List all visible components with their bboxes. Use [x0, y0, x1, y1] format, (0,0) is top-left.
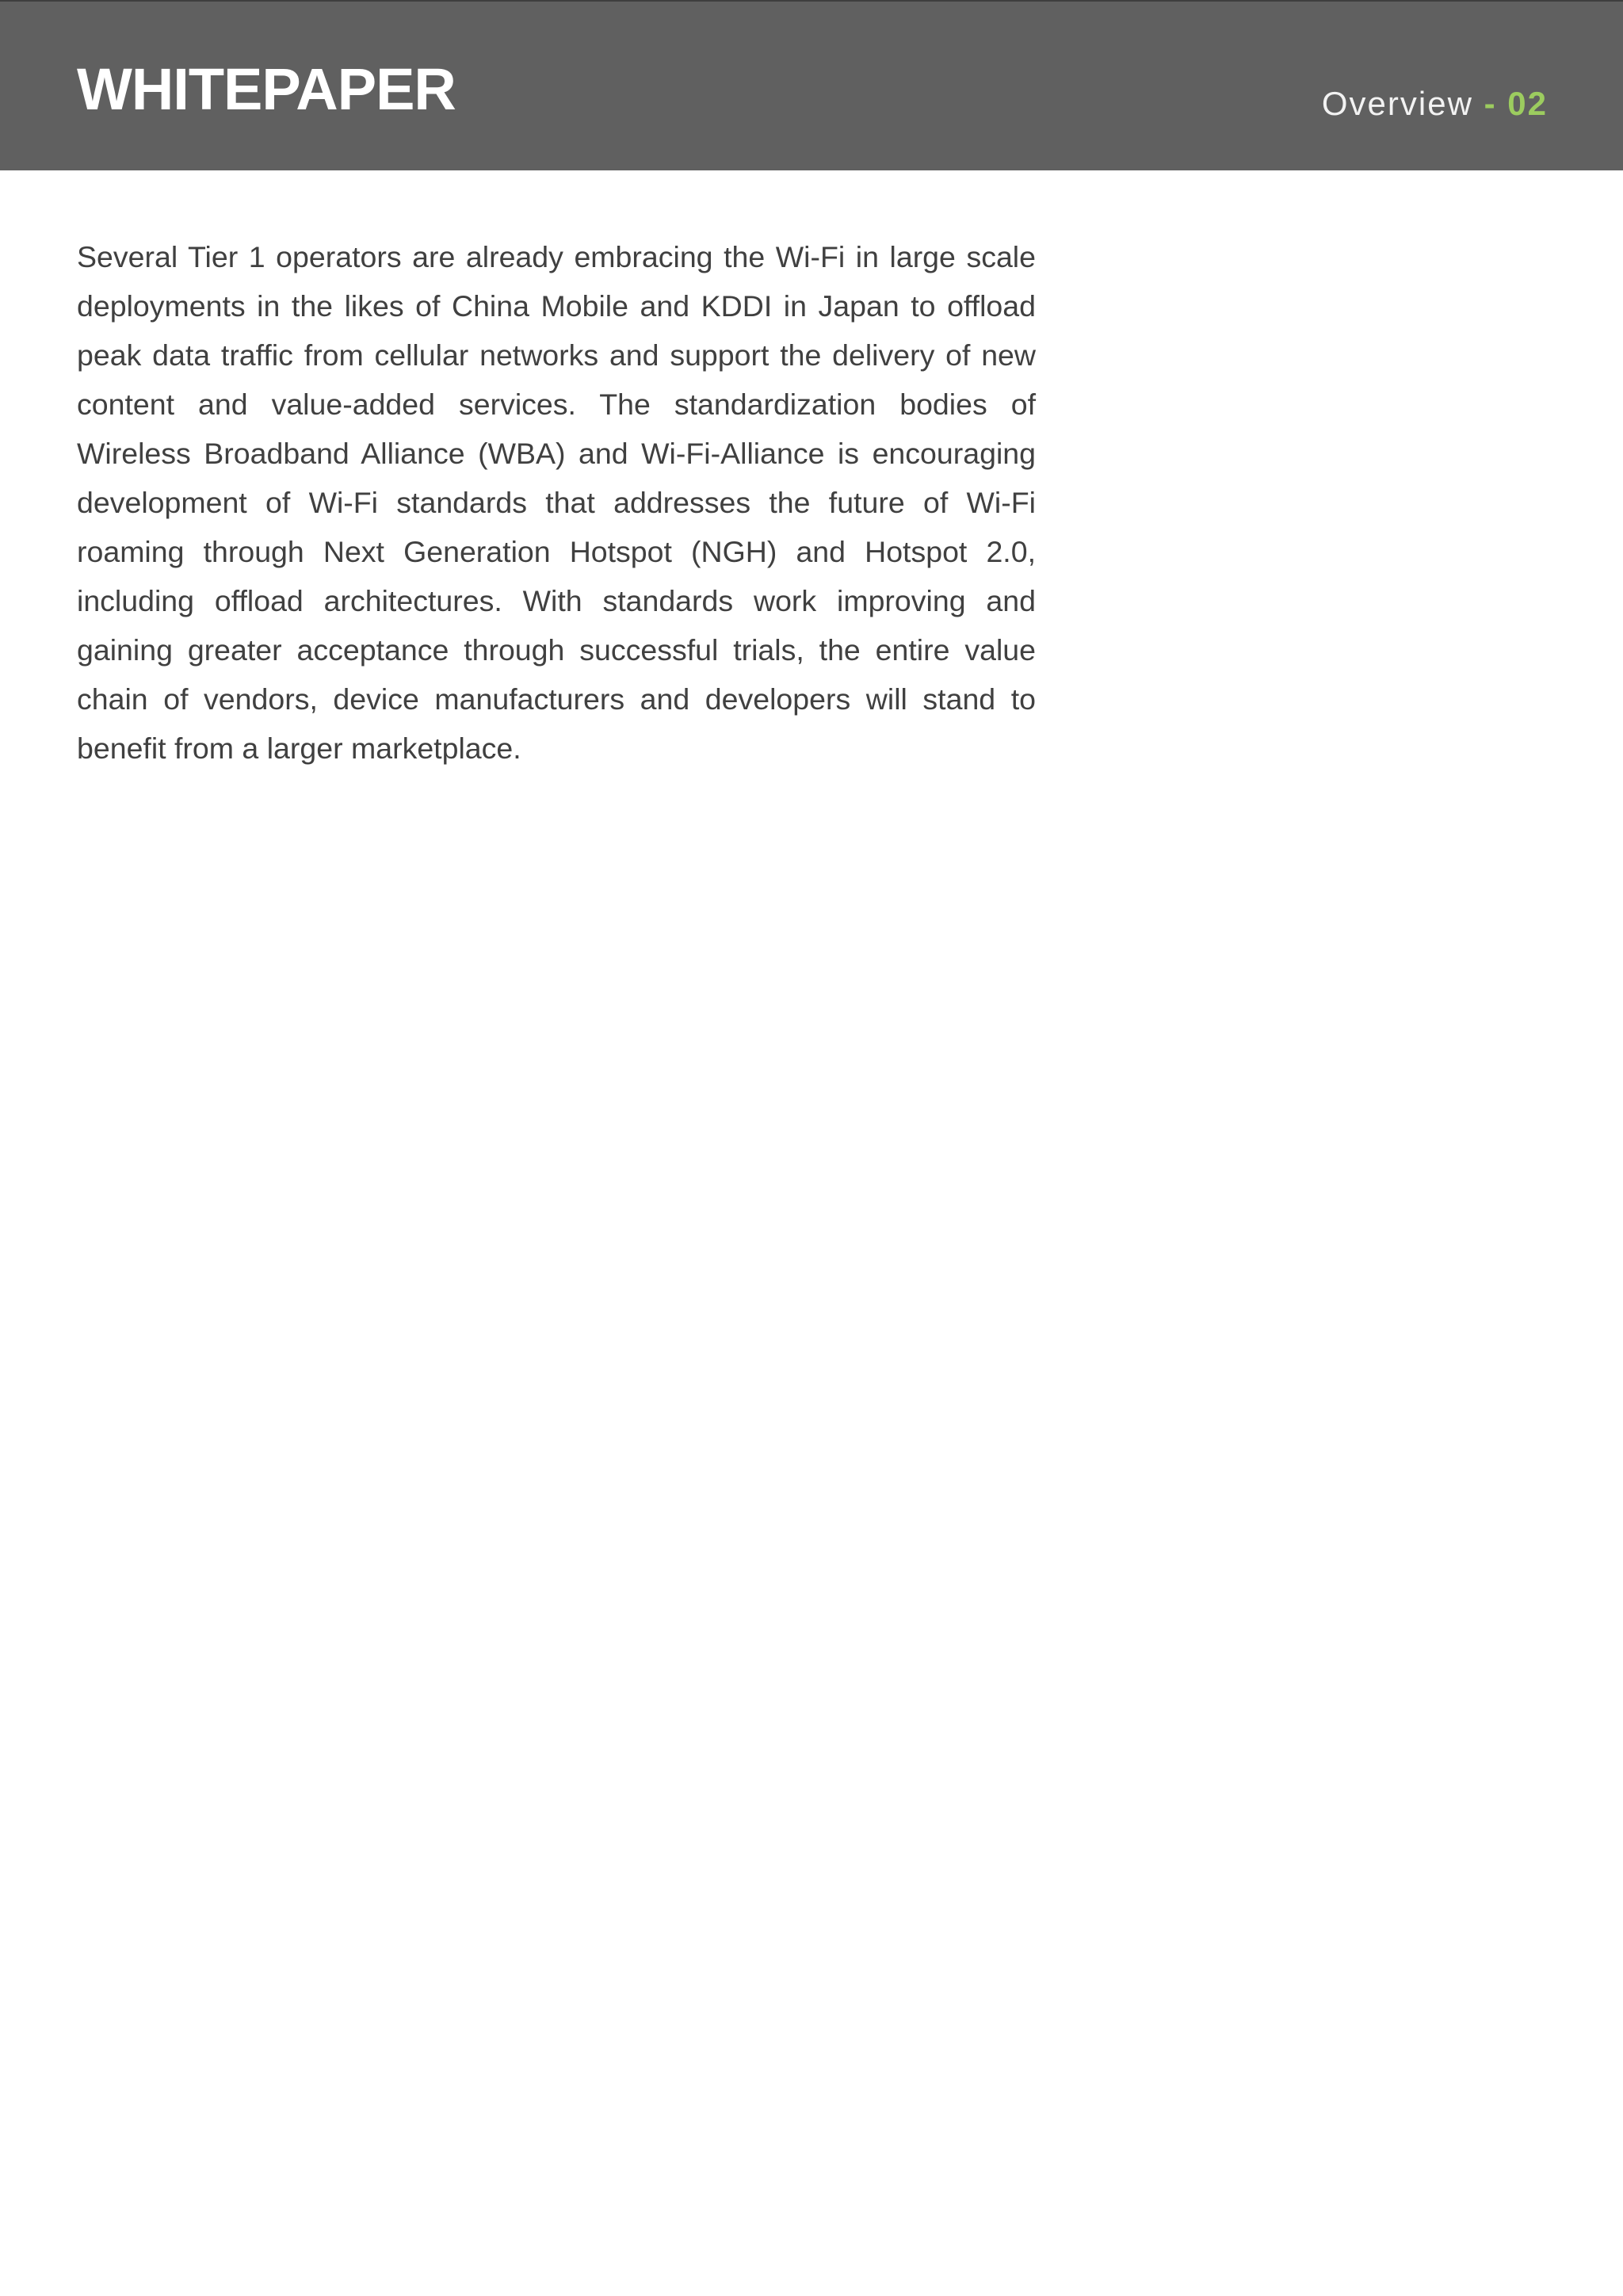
document-title: WHITEPAPER: [77, 56, 456, 122]
section-separator: -: [1484, 85, 1497, 122]
page-number: 02: [1507, 85, 1548, 122]
section-label: Overview: [1321, 85, 1473, 122]
page-header: [0, 0, 1623, 170]
body-paragraph: Several Tier 1 operators are already embracing the Wi-Fi in large scale deployments in the likes of China Mobile and KDDI in Japan to offload peak data traffic from cellular networks and support the delivery of new content and value-added services. The standardization bodies of Wireless Broadband Alliance (WBA) and Wi-Fi-Alliance is encouraging development of Wi-Fi standards that addresses the future of Wi-Fi roaming through Next Generation Hotspot (NGH) and Hotspot 2.0, including offload architectures. With standards work improving and gaining greater acceptance through successful trials, the entire value chain of vendors, device manufacturers and developers will stand to benefit from a larger marketplace.: [77, 240, 1036, 765]
section-indicator: [1322, 87, 1548, 120]
